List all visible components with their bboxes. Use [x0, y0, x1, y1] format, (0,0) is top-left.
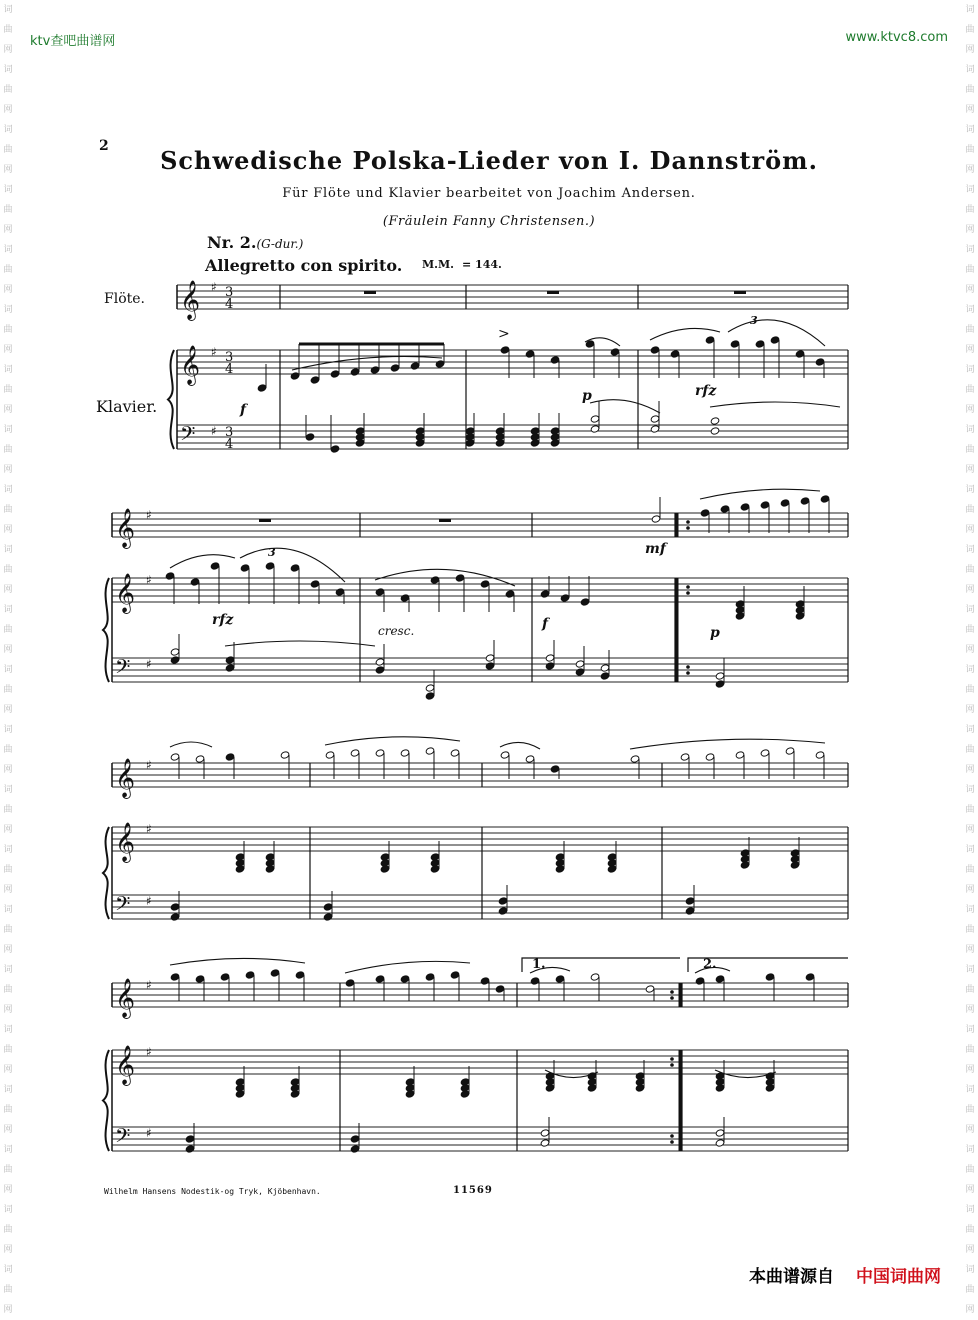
note-head	[170, 973, 180, 981]
note-head	[550, 356, 560, 364]
note-head	[790, 861, 800, 869]
repeat-dot	[686, 585, 690, 589]
note-head	[345, 979, 355, 987]
note-head	[820, 495, 830, 503]
note-head	[650, 415, 660, 423]
piece-number: Nr. 2.(G-dur.)	[207, 233, 304, 252]
note-head	[170, 903, 180, 911]
dynamic-p-2: p	[710, 625, 720, 641]
note-head	[715, 1139, 725, 1147]
note-head	[587, 1084, 597, 1092]
time-sig: 3	[225, 425, 234, 440]
note-head	[740, 861, 750, 869]
note-head	[651, 515, 661, 523]
note-head	[785, 747, 795, 755]
note-head	[290, 564, 300, 572]
note-head	[815, 751, 825, 759]
note-head	[375, 749, 385, 757]
bass-clef: 𝄢	[115, 655, 131, 683]
time-sig: 3	[225, 350, 234, 365]
sharp-sign: ♯	[146, 894, 152, 908]
note-head	[720, 505, 730, 513]
note-head	[705, 753, 715, 761]
watermark-top-left: ktv查吧曲谱网	[30, 34, 116, 49]
note-head	[380, 865, 390, 873]
note-head	[185, 1145, 195, 1153]
note-head	[740, 503, 750, 511]
repeat-dot	[670, 996, 674, 1000]
note-head	[310, 580, 320, 588]
note-head	[170, 913, 180, 921]
note-head	[700, 509, 710, 517]
note-head	[765, 1084, 775, 1092]
note-head	[265, 562, 275, 570]
note-head	[630, 755, 640, 763]
note-head	[530, 977, 540, 985]
note-head	[480, 977, 490, 985]
bass-clef: 𝄢	[115, 1124, 131, 1152]
note-head	[530, 439, 540, 447]
note-head	[680, 753, 690, 761]
note-head	[210, 562, 220, 570]
note-head	[465, 439, 475, 447]
note-head	[290, 372, 300, 380]
note-head	[540, 1129, 550, 1137]
note-head	[735, 612, 745, 620]
note-head	[540, 1139, 550, 1147]
slur	[225, 641, 375, 646]
note-head	[400, 975, 410, 983]
treble-clef: 𝄞	[115, 758, 136, 798]
note-head	[650, 346, 660, 354]
note-head	[495, 439, 505, 447]
note-head	[325, 751, 335, 759]
note-head	[498, 907, 508, 915]
note-head	[607, 865, 617, 873]
bar-rest	[364, 291, 376, 294]
dynamic-p: p	[582, 388, 592, 404]
sharp-sign: ♯	[211, 280, 217, 294]
note-head	[715, 1084, 725, 1092]
repeat-dot	[670, 990, 674, 994]
edge-watermark-left: 词 曲 网 词 曲 网 词 曲 网 词 曲 网 词 曲 网 词 曲 网 词 曲 网 词 曲 网 词 曲 网 词 曲 网 词 曲 网 词 曲 网 词 曲 网 词 曲 网 词 曲 网 词 曲 网 词 曲 网 词 曲 网 词 曲 网 词 曲 网 词 曲 网 词 曲 网	[3, 5, 13, 1315]
note-head	[375, 588, 385, 596]
piano-brace	[103, 578, 109, 682]
note-head	[765, 973, 775, 981]
treble-clef: 𝄞	[180, 345, 201, 385]
note-head	[645, 985, 655, 993]
note-head	[323, 903, 333, 911]
note-head	[350, 749, 360, 757]
piano-brace	[103, 1050, 109, 1151]
volta-bracket-1	[522, 958, 680, 972]
sharp-sign: ♯	[146, 1045, 152, 1059]
note-head	[290, 1090, 300, 1098]
flute-label: Flöte.	[104, 291, 145, 307]
repeat-dot	[686, 671, 690, 675]
note-head	[695, 977, 705, 985]
note-head	[555, 865, 565, 873]
note-head	[257, 384, 267, 392]
note-head	[235, 865, 245, 873]
note-head	[425, 684, 435, 692]
repeat-dot	[670, 1057, 674, 1061]
score-title: Schwedische Polska-Lieder von I. Dannström.	[160, 146, 818, 175]
sharp-sign: ♯	[146, 758, 152, 772]
note-head	[710, 417, 720, 425]
note-head	[195, 755, 205, 763]
note-head	[225, 656, 235, 664]
note-head	[460, 1090, 470, 1098]
note-head	[805, 973, 815, 981]
note-head	[505, 590, 515, 598]
dynamic-rfz-1: rfz	[695, 383, 717, 399]
treble-clef: 𝄞	[115, 978, 136, 1018]
accent: >	[498, 326, 510, 342]
note-head	[650, 425, 660, 433]
note-head	[715, 1129, 725, 1137]
note-head	[350, 1145, 360, 1153]
sharp-sign: ♯	[146, 978, 152, 992]
sharp-sign: ♯	[146, 573, 152, 587]
piece-key: (G-dur.)	[256, 237, 304, 251]
note-head	[225, 753, 235, 761]
note-head	[390, 364, 400, 372]
note-head	[165, 572, 175, 580]
note-head	[330, 445, 340, 453]
repeat-dot	[686, 526, 690, 530]
triplet-mark-2: 3	[268, 546, 276, 559]
note-head	[190, 578, 200, 586]
note-head	[375, 975, 385, 983]
note-head	[280, 751, 290, 759]
note-head	[425, 692, 435, 700]
repeat-dot	[686, 591, 690, 595]
note-head	[715, 975, 725, 983]
note-head	[525, 350, 535, 358]
note-head	[760, 501, 770, 509]
note-head	[555, 975, 565, 983]
note-head	[415, 439, 425, 447]
note-head	[400, 749, 410, 757]
slur	[590, 400, 660, 413]
note-head	[525, 755, 535, 763]
repeat-dot	[670, 1140, 674, 1144]
tempo-marking: Allegretto con spirito.	[205, 256, 403, 275]
note-head	[240, 564, 250, 572]
note-head	[450, 971, 460, 979]
note-head	[405, 1090, 415, 1098]
cresc-marking: cresc.	[378, 624, 415, 638]
note-head	[685, 897, 695, 905]
note-head	[310, 376, 320, 384]
note-head	[185, 1135, 195, 1143]
note-head	[760, 749, 770, 757]
note-head	[335, 588, 345, 596]
note-head	[800, 497, 810, 505]
note-head	[195, 975, 205, 983]
sharp-sign: ♯	[146, 657, 152, 671]
note-head	[705, 336, 715, 344]
note-head	[545, 1084, 555, 1092]
slur	[240, 548, 345, 582]
slur	[630, 739, 825, 749]
slur	[170, 742, 212, 747]
note-head	[500, 346, 510, 354]
note-head	[770, 336, 780, 344]
note-head	[730, 340, 740, 348]
bass-clef: 𝄢	[115, 892, 131, 920]
edge-watermark-right: 词 曲 网 词 曲 网 词 曲 网 词 曲 网 词 曲 网 词 曲 网 词 曲 网 词 曲 网 词 曲 网 词 曲 网 词 曲 网 词 曲 网 词 曲 网 词 曲 网 词 曲 网 词 曲 网 词 曲 网 词 曲 网 词 曲 网 词 曲 网 词 曲 网 词 曲 网	[965, 5, 975, 1315]
note-head	[735, 751, 745, 759]
piano-brace	[168, 350, 174, 449]
note-head	[265, 865, 275, 873]
note-head	[635, 1084, 645, 1092]
treble-clef: 𝄞	[115, 573, 136, 613]
note-head	[795, 612, 805, 620]
note-head	[485, 662, 495, 670]
note-head	[425, 747, 435, 755]
note-head	[795, 350, 805, 358]
note-head	[425, 973, 435, 981]
time-sig: 4	[225, 362, 234, 377]
treble-clef: 𝄞	[115, 822, 136, 862]
sharp-sign: ♯	[146, 822, 152, 836]
note-head	[600, 664, 610, 672]
note-head	[545, 654, 555, 662]
sharp-sign: ♯	[146, 508, 152, 522]
piano-brace	[103, 827, 109, 919]
repeat-dot	[670, 1063, 674, 1067]
note-head	[590, 425, 600, 433]
bar-rest	[734, 291, 746, 294]
note-head	[350, 1135, 360, 1143]
note-head	[485, 654, 495, 662]
plate-number: 11569	[453, 1185, 493, 1196]
dynamic-f: f	[240, 402, 247, 418]
slur	[700, 489, 820, 499]
note-head	[560, 594, 570, 602]
bass-clef: 𝄢	[180, 422, 196, 450]
bar-rest	[259, 519, 271, 522]
note-head	[498, 897, 508, 905]
note-head	[575, 660, 585, 668]
note-head	[540, 590, 550, 598]
note-head	[330, 370, 340, 378]
time-sig: 4	[225, 437, 234, 452]
note-head	[450, 749, 460, 757]
watermark-top-right: www.ktvc8.com	[845, 30, 948, 45]
slur	[500, 742, 540, 749]
dedication: (Fräulein Fanny Christensen.)	[382, 214, 596, 229]
note-head	[590, 973, 600, 981]
metronome-label: M.M.	[422, 258, 455, 271]
note-head	[600, 672, 610, 680]
slur	[710, 402, 840, 407]
note-head	[550, 765, 560, 773]
note-head	[170, 656, 180, 664]
piano-label: Klavier.	[96, 397, 158, 416]
note-head	[550, 439, 560, 447]
metronome-value: = 144.	[462, 258, 502, 271]
note-head	[495, 985, 505, 993]
note-head	[715, 680, 725, 688]
note-head	[590, 415, 600, 423]
sharp-sign: ♯	[211, 424, 217, 438]
note-head	[685, 907, 695, 915]
time-sig: 4	[225, 297, 234, 312]
sharp-sign: ♯	[146, 1126, 152, 1140]
source-watermark-black: 本曲谱源自	[749, 1267, 834, 1287]
triplet-mark-1: 3	[750, 314, 758, 327]
treble-clef: 𝄞	[115, 1045, 136, 1085]
note-head	[355, 439, 365, 447]
note-head	[455, 574, 465, 582]
note-head	[323, 913, 333, 921]
treble-clef: 𝄞	[180, 280, 201, 320]
page-number: 2	[99, 138, 109, 154]
note-head	[500, 751, 510, 759]
note-head	[295, 971, 305, 979]
note-head	[170, 648, 180, 656]
time-sig: 3	[225, 285, 234, 300]
note-head	[430, 576, 440, 584]
note-head	[575, 668, 585, 676]
treble-clef: 𝄞	[115, 508, 136, 548]
note-head	[715, 672, 725, 680]
note-head	[350, 368, 360, 376]
note-head	[225, 664, 235, 672]
note-head	[375, 666, 385, 674]
second-ending: 2.	[703, 957, 717, 972]
note-head	[410, 362, 420, 370]
note-head	[545, 662, 555, 670]
note-head	[610, 348, 620, 356]
note-head	[435, 360, 445, 368]
sharp-sign: ♯	[211, 345, 217, 359]
note-head	[235, 1090, 245, 1098]
slur	[325, 737, 460, 745]
source-watermark-red: 中国词曲网	[856, 1267, 941, 1287]
note-head	[370, 366, 380, 374]
first-ending: 1.	[532, 957, 546, 972]
repeat-dot	[686, 520, 690, 524]
note-head	[305, 433, 315, 441]
note-head	[710, 427, 720, 435]
note-head	[580, 598, 590, 606]
slur	[170, 555, 235, 568]
note-head	[780, 499, 790, 507]
slur	[170, 958, 305, 965]
note-head	[245, 971, 255, 979]
note-head	[755, 340, 765, 348]
note-head	[815, 358, 825, 366]
bar-rest	[547, 291, 559, 294]
score-subtitle: Für Flöte und Klavier bearbeitet von Joachim Andersen.	[282, 186, 696, 201]
repeat-dot	[686, 665, 690, 669]
dynamic-mf: mf	[645, 541, 666, 557]
publisher-credit: Wilhelm Hansens Nodestik-og Tryk, Kjöbenhavn.	[104, 1187, 321, 1196]
note-head	[270, 969, 280, 977]
slur	[345, 961, 470, 973]
dynamic-f-2: f	[542, 616, 549, 632]
note-head	[375, 658, 385, 666]
note-head	[670, 350, 680, 358]
note-head	[170, 753, 180, 761]
bar-rest	[439, 519, 451, 522]
repeat-dot	[670, 1134, 674, 1138]
note-head	[220, 973, 230, 981]
note-head	[430, 865, 440, 873]
note-head	[480, 580, 490, 588]
note-head	[400, 594, 410, 602]
dynamic-rfz-2: rfz	[212, 612, 234, 628]
